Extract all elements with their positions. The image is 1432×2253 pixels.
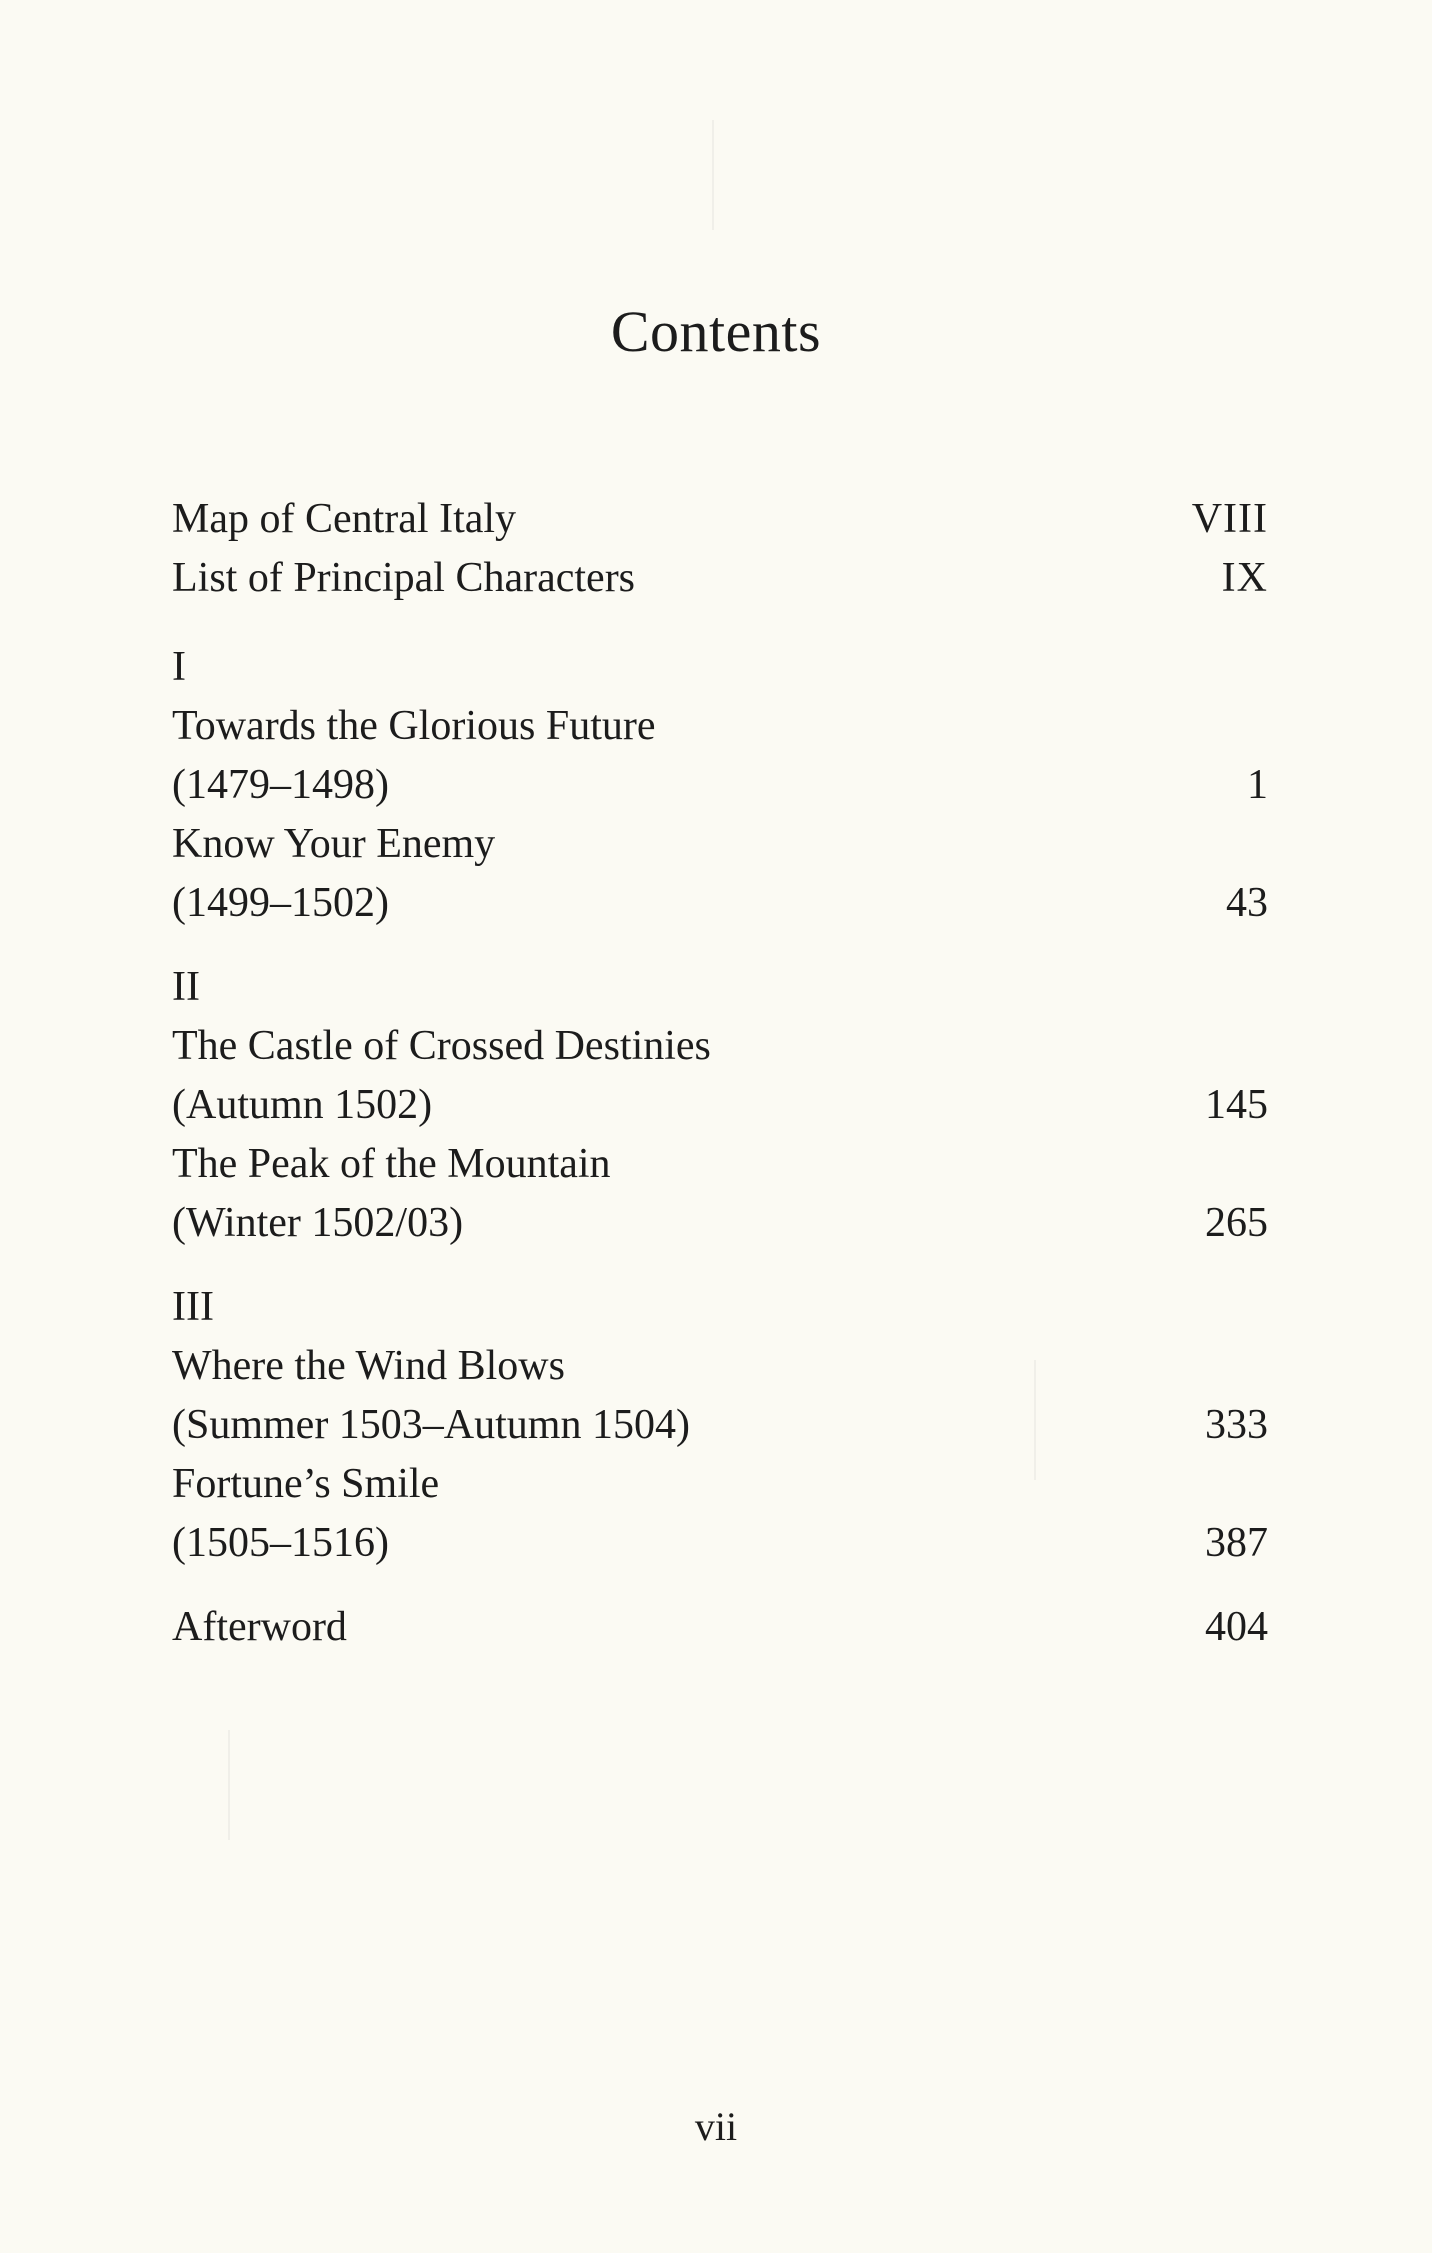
toc-entry-chapter[interactable]	[172, 697, 1268, 756]
toc-entry-chapter[interactable]	[172, 1017, 1268, 1076]
chapter-title: Fortune’s Smile	[172, 1461, 440, 1507]
toc-entry-label: Map of Central Italy	[172, 496, 517, 542]
chapter-title: Where the Wind Blows	[172, 1343, 565, 1389]
toc-entry-afterword[interactable]	[172, 1598, 1268, 1657]
toc-entry-chapter[interactable]	[172, 1455, 1268, 1514]
toc-entry-page: 333	[1205, 1402, 1268, 1448]
chapter-title: The Peak of the Mountain	[172, 1141, 611, 1187]
toc-entry-characters[interactable]	[172, 549, 1268, 608]
part-numeral	[172, 1278, 1268, 1337]
paper-mark	[712, 120, 714, 230]
toc-entry-label: List of Principal Characters	[172, 555, 636, 601]
toc-entry-page: IX	[1221, 555, 1268, 601]
toc-entry-chapter-dates[interactable]	[172, 874, 1268, 933]
toc-entry-chapter-dates[interactable]	[172, 1194, 1268, 1253]
toc-entry-chapter[interactable]	[172, 815, 1268, 874]
toc-entry-page: 265	[1205, 1200, 1268, 1246]
toc-entry-chapter[interactable]	[172, 1135, 1268, 1194]
paper-mark	[228, 1730, 230, 1840]
part-numeral-label: II	[172, 964, 200, 1010]
chapter-dates: (Autumn 1502)	[172, 1082, 433, 1128]
page-number: vii	[694, 2104, 738, 2149]
part-numeral-label: I	[172, 644, 186, 690]
part-numeral	[172, 638, 1268, 697]
part-numeral	[172, 958, 1268, 1017]
toc-entry-page: VIII	[1191, 496, 1268, 542]
toc-entry-chapter-dates[interactable]	[172, 1514, 1268, 1573]
toc-entry-chapter-dates[interactable]	[172, 1396, 1268, 1455]
table-of-contents	[172, 490, 1268, 1657]
chapter-dates: (1479–1498)	[172, 762, 389, 808]
toc-entry-page: 43	[1226, 880, 1268, 926]
toc-entry-page: 404	[1205, 1604, 1268, 1650]
chapter-dates: (1499–1502)	[172, 880, 389, 926]
chapter-dates: (Summer 1503–Autumn 1504)	[172, 1402, 690, 1448]
toc-entry-page: 145	[1205, 1082, 1268, 1128]
chapter-title: Know Your Enemy	[172, 821, 496, 867]
toc-entry-page: 1	[1247, 762, 1268, 808]
toc-entry-map[interactable]	[172, 490, 1268, 549]
toc-entry-chapter-dates[interactable]	[172, 1076, 1268, 1135]
chapter-title: Towards the Glorious Future	[172, 703, 656, 749]
part-numeral-label: III	[172, 1284, 214, 1330]
toc-entry-chapter[interactable]	[172, 1337, 1268, 1396]
chapter-title: The Castle of Crossed Destinies	[172, 1023, 711, 1069]
page-title: Contents	[610, 299, 822, 364]
toc-entry-chapter-dates[interactable]	[172, 756, 1268, 815]
toc-entry-label: Afterword	[172, 1604, 347, 1650]
toc-entry-page: 387	[1205, 1520, 1268, 1566]
chapter-dates: (Winter 1502/03)	[172, 1200, 464, 1246]
chapter-dates: (1505–1516)	[172, 1520, 389, 1566]
